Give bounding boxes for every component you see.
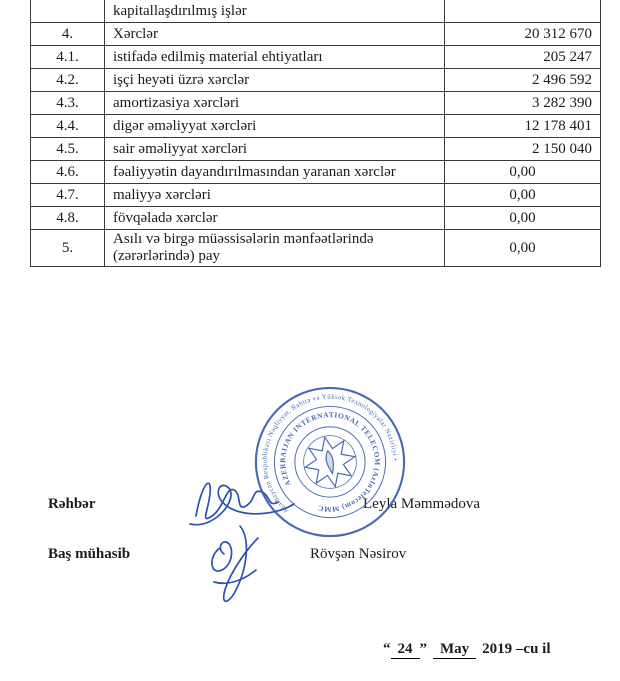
- cell-label: sair əməliyyat xərcləri: [105, 138, 445, 161]
- cell-value: [445, 0, 601, 23]
- cell-value: 12 178 401: [445, 115, 601, 138]
- cell-value: 0,00: [445, 161, 601, 184]
- table-row: [31, 161, 601, 184]
- cell-label: istifadə edilmiş material ehtiyatları: [105, 46, 445, 69]
- director-label: Rəhbər: [48, 496, 96, 512]
- cell-label: maliyyə xərcləri: [105, 184, 445, 207]
- cell-value: 0,00: [445, 230, 601, 267]
- date-day: 24: [391, 641, 420, 659]
- date-year-suffix: 2019 –cu il: [482, 641, 551, 657]
- cell-label: işçi heyəti üzrə xərclər: [105, 69, 445, 92]
- table-row: [31, 115, 601, 138]
- cell-label: digər əməliyyat xərcləri: [105, 115, 445, 138]
- cell-label: kapitallaşdırılmış işlər: [105, 0, 445, 23]
- close-quote: ”: [419, 641, 427, 657]
- cell-value: 0,00: [445, 184, 601, 207]
- cell-no: 4.: [31, 23, 105, 46]
- cell-no: 4.6.: [31, 161, 105, 184]
- table-row: [31, 69, 601, 92]
- table-row: [31, 46, 601, 69]
- chief-accountant-label: Baş mühasib: [48, 546, 131, 562]
- expense-table-body: [31, 0, 601, 267]
- table-row: [31, 230, 601, 267]
- cell-no: 5.: [31, 230, 105, 267]
- date-line: [383, 641, 551, 659]
- cell-label: amortizasiya xərcləri: [105, 92, 445, 115]
- table-row: [31, 23, 601, 46]
- stamp-outer-text: Azərbaycan Respublikası Nəqliyyat, Rabitə və Yüksək Texnologiyalar Nazirliyi •: [261, 393, 399, 515]
- cell-value: 0,00: [445, 207, 601, 230]
- cell-no: 4.8.: [31, 207, 105, 230]
- cell-value: 3 282 390: [445, 92, 601, 115]
- table-row: [31, 92, 601, 115]
- expense-table: [30, 0, 601, 267]
- cell-no: 4.3.: [31, 92, 105, 115]
- state-emblem-icon: [299, 431, 361, 493]
- cell-no: 4.1.: [31, 46, 105, 69]
- cell-no: 4.4.: [31, 115, 105, 138]
- table-row: [31, 207, 601, 230]
- accountant-signature-icon: [192, 518, 282, 613]
- cell-value: 205 247: [445, 46, 601, 69]
- chief-accountant-name: Rövşən Nəsirov: [310, 546, 407, 562]
- cell-no: 4.5.: [31, 138, 105, 161]
- date-month: May: [433, 641, 476, 659]
- cell-value: 2 150 040: [445, 138, 601, 161]
- table-row: [31, 184, 601, 207]
- table-row: [31, 138, 601, 161]
- cell-no: 4.2.: [31, 69, 105, 92]
- cell-value: 2 496 592: [445, 69, 601, 92]
- cell-label: Xərclər: [105, 23, 445, 46]
- cell-label: Asılı və birgə müəssisələrin mənfəətlərində (zərərlərində) pay: [105, 230, 445, 267]
- cell-no: 4.7.: [31, 184, 105, 207]
- cell-label: fəaliyyətin dayandırılmasından yaranan xərclər: [105, 161, 445, 184]
- cell-no: [31, 0, 105, 23]
- table-row: [31, 0, 601, 23]
- open-quote: “: [383, 641, 391, 657]
- stamp-inner-text: AZERBAIJAN INTERNATIONAL TELECOM (AzInTelecom) MMC: [278, 410, 382, 514]
- cell-label: fövqəladə xərclər: [105, 207, 445, 230]
- cell-value: 20 312 670: [445, 23, 601, 46]
- director-name: Leyla Məmmədova: [363, 496, 481, 512]
